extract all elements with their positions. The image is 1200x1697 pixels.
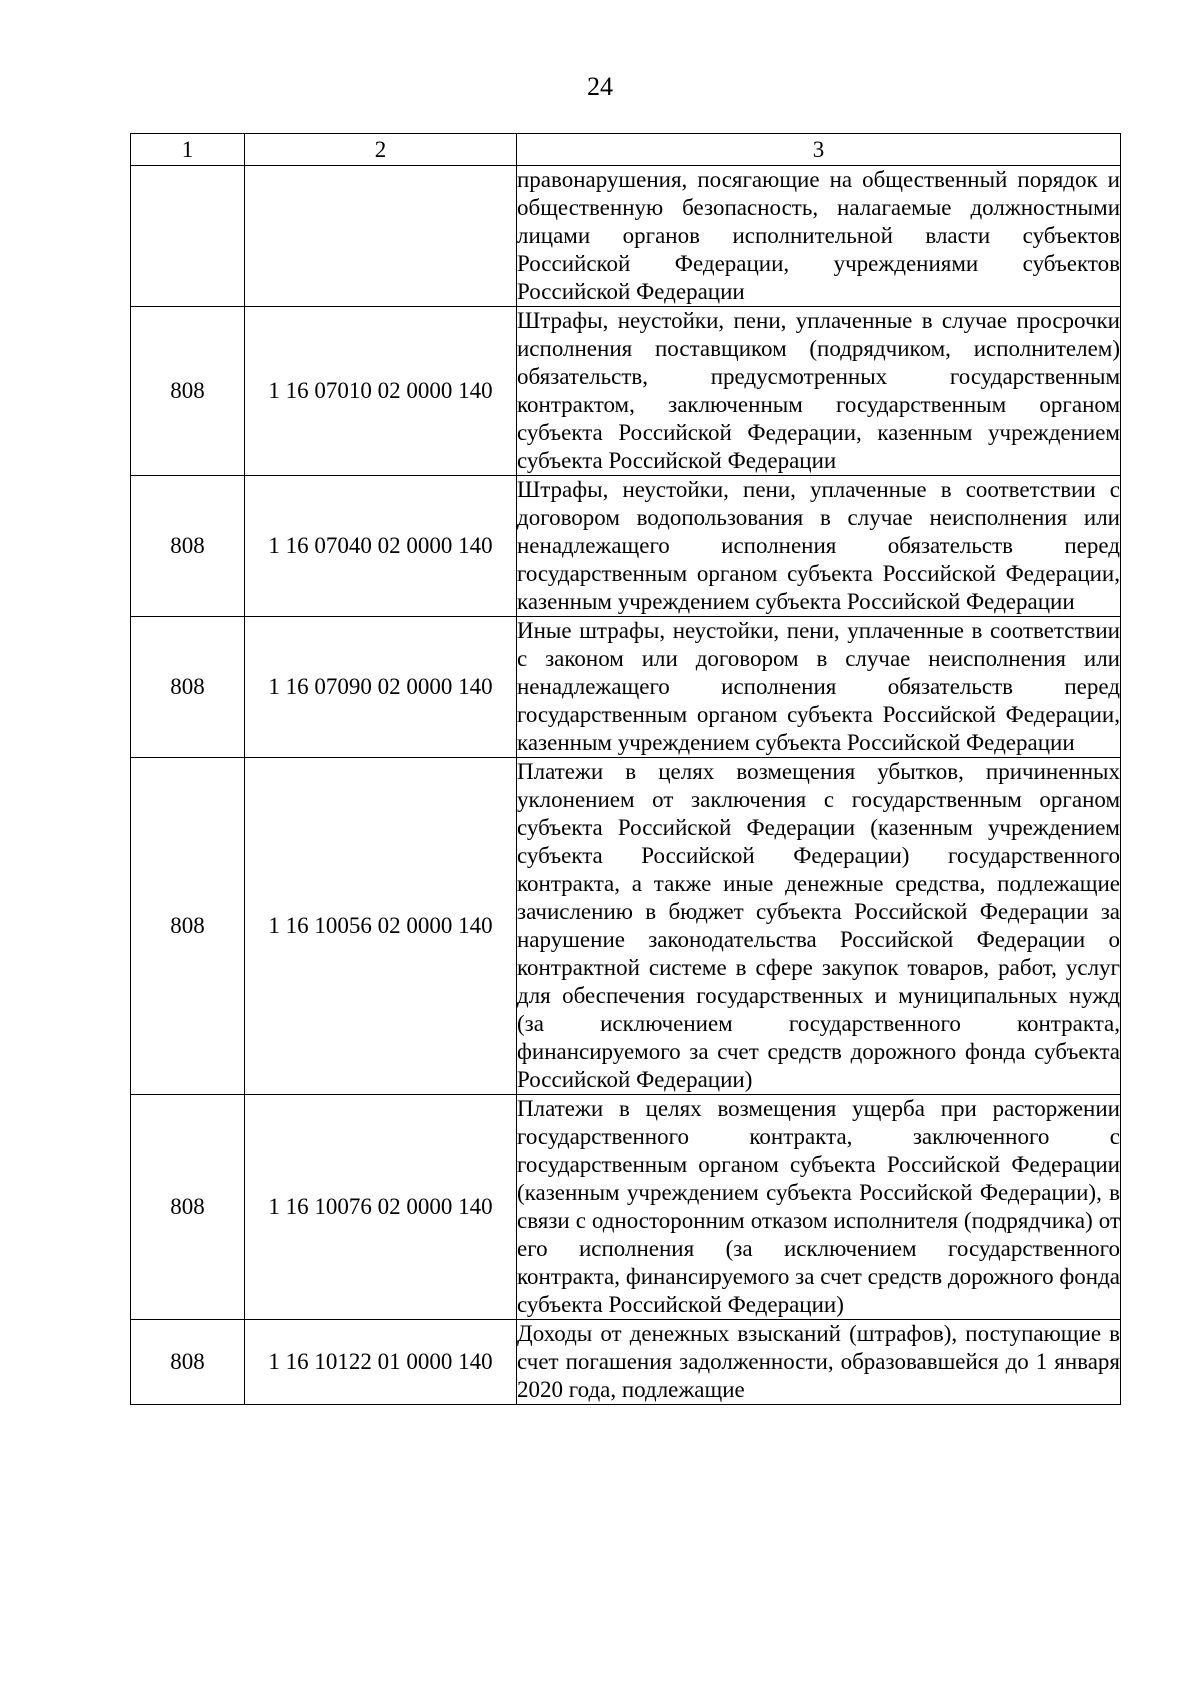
table-row bbox=[131, 307, 1121, 476]
description-cell: Платежи в целях возмещения убытков, причиненных уклонением от заключения с государственным органом субъекта Российской Федерации (казенным учреждением субъекта Российской Федерации) государственного контракта, а также иные денежные средства, подлежащие зачислению в бюджет субъекта Российской Федерации за нарушение законодательства Российской Федерации о контрактной системе в сфере закупок товаров, работ, услуг для обеспечения государственных и муниципальных нужд (за исключением государственного контракта, финансируемого за счет средств дорожного фонда субъекта Российской Федерации) bbox=[517, 758, 1121, 1095]
revenue-codes-table bbox=[130, 133, 1121, 1405]
revenue-code-cell: 1 16 10076 02 0000 140 bbox=[245, 1095, 517, 1320]
revenue-code-cell: 1 16 07040 02 0000 140 bbox=[245, 476, 517, 617]
table-row bbox=[131, 476, 1121, 617]
revenue-code-cell: 1 16 10122 01 0000 140 bbox=[245, 1320, 517, 1405]
column-header-2: 2 bbox=[245, 134, 517, 166]
revenue-code-cell: 1 16 07010 02 0000 140 bbox=[245, 307, 517, 476]
admin-code-cell: 808 bbox=[131, 307, 245, 476]
description-cell: Штрафы, неустойки, пени, уплаченные в соответствии с договором водопользования в случае неисполнения или ненадлежащего исполнения обязательств перед государственным органом субъекта Российской Федерации, казенным учреждением субъекта Российской Федерации bbox=[517, 476, 1121, 617]
description-cell: правонарушения, посягающие на общественный порядок и общественную безопасность, налагаемые должностными лицами органов исполнительной власти субъектов Российской Федерации, учреждениями субъектов Российской Федерации bbox=[517, 166, 1121, 307]
table-row bbox=[131, 1095, 1121, 1320]
table-row bbox=[131, 1320, 1121, 1405]
table-row bbox=[131, 617, 1121, 758]
page-number: 24 bbox=[587, 72, 613, 101]
admin-code-cell: 808 bbox=[131, 617, 245, 758]
revenue-code-cell: 1 16 10056 02 0000 140 bbox=[245, 758, 517, 1095]
description-cell: Платежи в целях возмещения ущерба при расторжении государственного контракта, заключенного с государственным органом субъекта Российской Федерации (казенным учреждением субъекта Российской Федерации), в связи с односторонним отказом исполнителя (подрядчика) от его исполнения (за исключением государственного контракта, финансируемого за счет средств дорожного фонда субъекта Российской Федерации) bbox=[517, 1095, 1121, 1320]
admin-code-cell: 808 bbox=[131, 476, 245, 617]
table-row bbox=[131, 758, 1121, 1095]
description-cell: Доходы от денежных взысканий (штрафов), поступающие в счет погашения задолженности, образовавшейся до 1 января 2020 года, подлежащие bbox=[517, 1320, 1121, 1405]
column-header-1: 1 bbox=[131, 134, 245, 166]
revenue-code-cell bbox=[245, 166, 517, 307]
admin-code-cell: 808 bbox=[131, 1320, 245, 1405]
table-row bbox=[131, 166, 1121, 307]
admin-code-cell: 808 bbox=[131, 758, 245, 1095]
table-header-row bbox=[131, 134, 1121, 166]
admin-code-cell bbox=[131, 166, 245, 307]
admin-code-cell: 808 bbox=[131, 1095, 245, 1320]
description-cell: Иные штрафы, неустойки, пени, уплаченные в соответствии с законом или договором в случае неисполнения или ненадлежащего исполнения обязательств перед государственным органом субъекта Российской Федерации, казенным учреждением субъекта Российской Федерации bbox=[517, 617, 1121, 758]
description-cell: Штрафы, неустойки, пени, уплаченные в случае просрочки исполнения поставщиком (подрядчиком, исполнителем) обязательств, предусмотренных государственным контрактом, заключенным государственным органом субъекта Российской Федерации, казенным учреждением субъекта Российской Федерации bbox=[517, 307, 1121, 476]
column-header-3: 3 bbox=[517, 134, 1121, 166]
revenue-code-cell: 1 16 07090 02 0000 140 bbox=[245, 617, 517, 758]
